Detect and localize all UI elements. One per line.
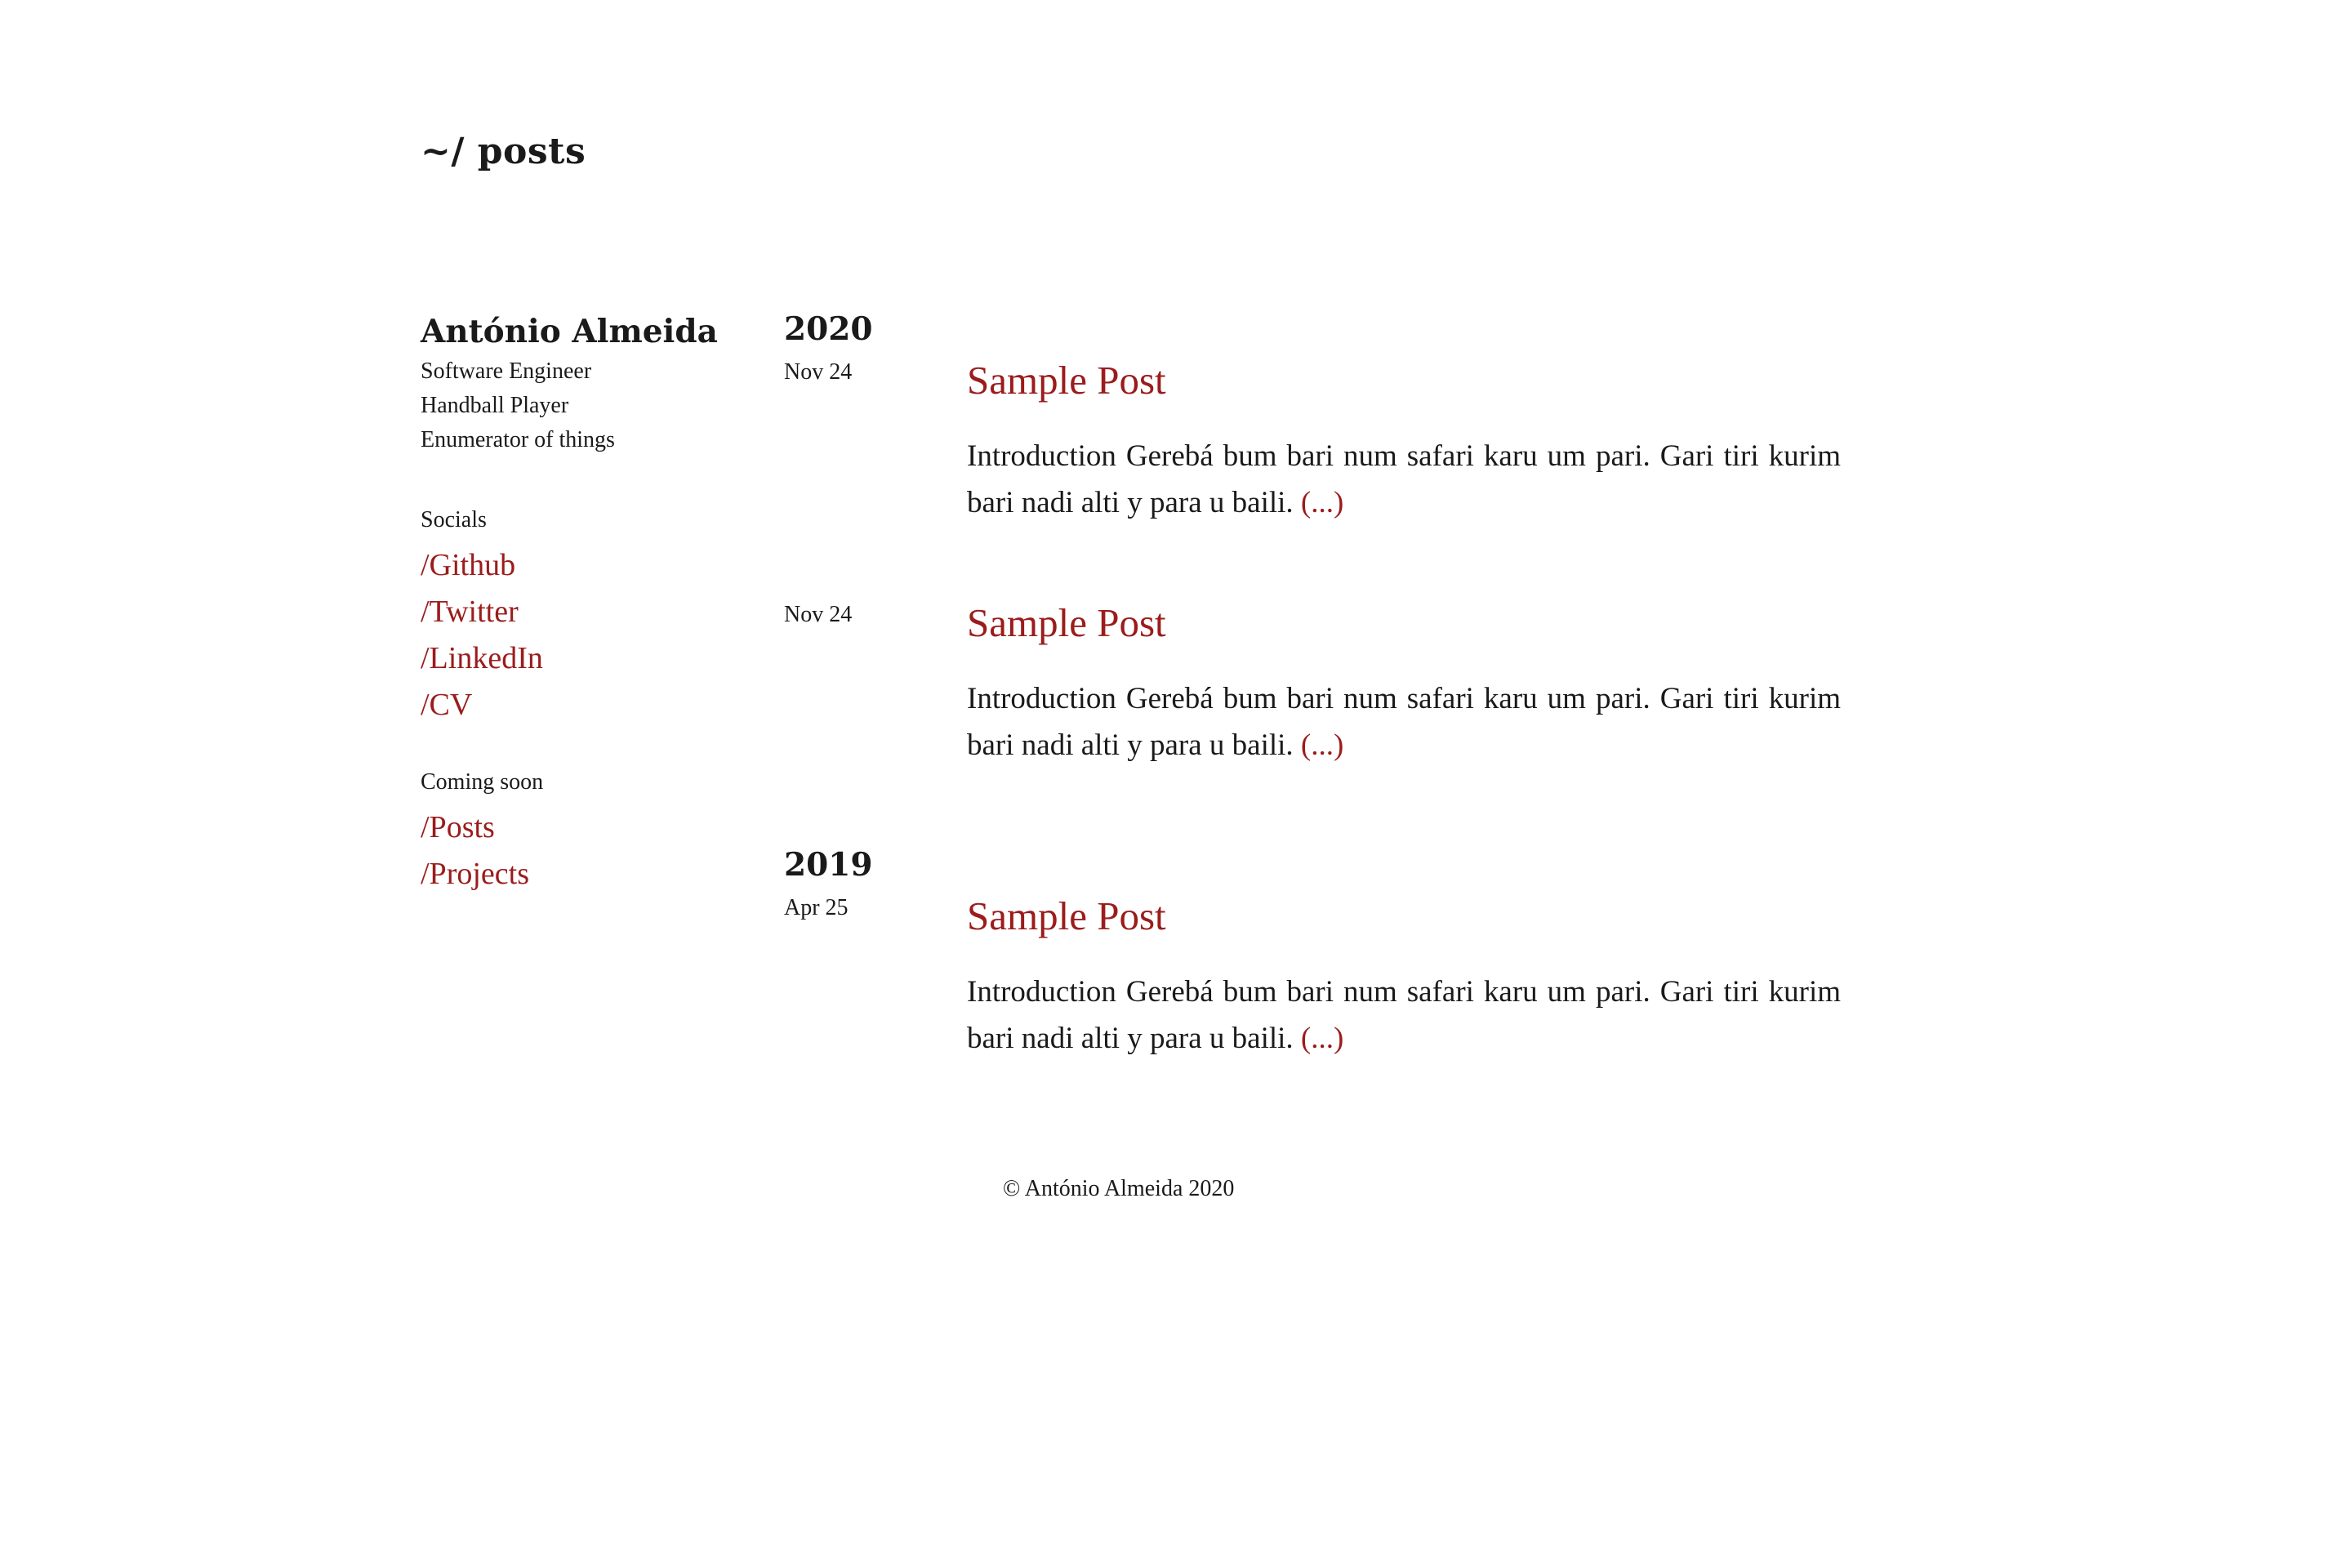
read-more-link[interactable]: (...)	[1300, 486, 1344, 519]
tagline-software-engineer: Software Engineer	[421, 359, 592, 384]
page-title: ~/ posts	[421, 131, 586, 172]
github-link[interactable]: /Github	[421, 548, 516, 582]
post-excerpt-text: Introduction Gerebá bum bari num safari karu um pari. Gari tiri kurim bari nadi alti y para u baili.	[967, 682, 1841, 762]
linkedin-link[interactable]: /LinkedIn	[421, 641, 543, 675]
footer-copyright: © António Almeida 2020	[1003, 1176, 1235, 1201]
coming-soon-heading: Coming soon	[421, 769, 544, 795]
post-excerpt	[967, 675, 1841, 768]
post-title-link[interactable]: Sample Post	[967, 600, 1166, 645]
post-title-link[interactable]: Sample Post	[967, 893, 1166, 938]
tagline-enumerator: Enumerator of things	[421, 427, 615, 452]
spacer	[421, 457, 780, 503]
projects-link[interactable]: /Projects	[421, 857, 529, 891]
tagline-handball-player: Handball Player	[421, 393, 569, 418]
author-name: António Almeida	[421, 313, 718, 350]
read-more-link[interactable]: (...)	[1300, 728, 1344, 762]
year-heading-2019: 2019	[784, 846, 873, 884]
post-excerpt	[967, 969, 1841, 1062]
post-excerpt-text: Introduction Gerebá bum bari num safari karu um pari. Gari tiri kurim bari nadi alti y para u baili.	[967, 439, 1841, 519]
twitter-link[interactable]: /Twitter	[421, 595, 519, 629]
cv-link[interactable]: /CV	[421, 688, 473, 722]
post-date: Apr 25	[784, 895, 849, 920]
post-date: Nov 24	[784, 602, 853, 627]
sidebar	[421, 309, 780, 898]
posts-link[interactable]: /Posts	[421, 810, 495, 844]
post-entry	[967, 356, 1841, 526]
post-excerpt-text: Introduction Gerebá bum bari num safari karu um pari. Gari tiri kurim bari nadi alti y para u baili.	[967, 975, 1841, 1055]
post-date: Nov 24	[784, 359, 853, 385]
socials-heading: Socials	[421, 507, 487, 532]
post-title-link[interactable]: Sample Post	[967, 358, 1166, 403]
spacer	[421, 728, 780, 765]
post-entry	[967, 599, 1841, 768]
post-excerpt	[967, 433, 1841, 526]
year-heading-2020: 2020	[784, 310, 873, 348]
read-more-link[interactable]: (...)	[1300, 1022, 1344, 1055]
post-entry	[967, 892, 1841, 1062]
